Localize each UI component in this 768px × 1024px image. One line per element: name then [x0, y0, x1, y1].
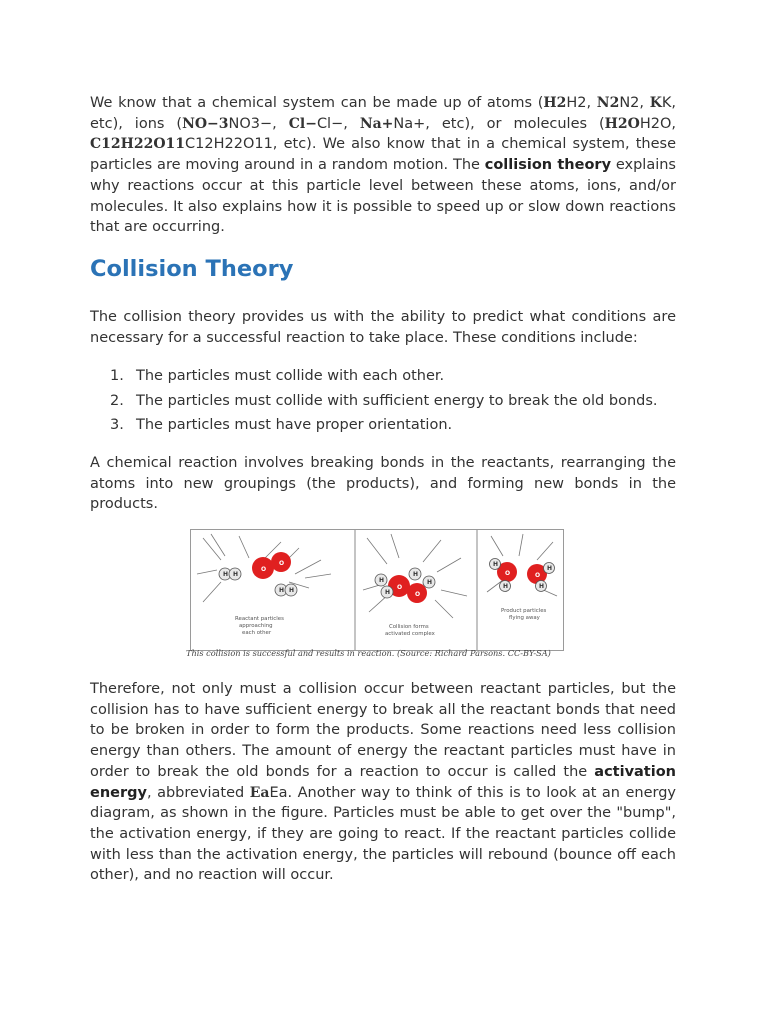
section-heading: Collision Theory [90, 256, 294, 282]
panel-label: each other [242, 630, 272, 636]
panel-label: flying away [509, 615, 540, 621]
intro-paragraph: We know that a chemical system can be made up of atoms (H2H2, N2N2, KK, etc), ions (NO−3NO3−, Cl−Cl−, Na+Na+, etc), or molecules (H2OH2O, C12H22O11C12H22O11, etc). We also know that in a chemical system, these particles are moving around in a random motion. The collision theory explains why reactions occur at this particle level between these atoms, ions, and/or molecules. It also explains how it is possible to speed up or slow down reactions that are occurring. [90, 95, 676, 236]
atom-label: H [385, 589, 391, 596]
atom-label: H [279, 587, 285, 594]
atom-label: H [539, 583, 545, 590]
atom-label: O [261, 566, 267, 573]
atom-label: H [493, 561, 499, 568]
formula-n2: N2 [596, 95, 620, 111]
conditions-intro-paragraph: The collision theory provides us with the ability to predict what conditions are necessary for a successful reaction to take place. These conditions include: [90, 309, 676, 346]
term-collision-theory: collision theory [484, 157, 612, 174]
atom-label: H [289, 587, 295, 594]
activation-energy-paragraph: Therefore, not only must a collision occur between reactant particles, but the collision has to have sufficient energy to break all the reactant bonds that need to be broken in order to form the products. Some reactions need less collision energy than others. The amount of energy the reactant particles must have in order to break the old bonds for a reaction to occur is called the activation energy, abbreviated EaEa. Another way to think of this is to look at an energy diagram, as shown in the figure. Particles must be able to get over the "bump", the activation energy, if they are going to react. If the reactant particles collide with less than the activation energy, the particles will rebound (bounce off each other), and no reaction will occur. [90, 681, 676, 884]
list-item: 2. The particles must collide with sufficient energy to break the old bonds. [110, 392, 658, 409]
atom-label: O [535, 572, 541, 579]
formula-k: K [649, 95, 662, 111]
panel-label: Reactant particles [235, 616, 284, 622]
atom-label: O [279, 560, 285, 567]
reaction-paragraph: A chemical reaction involves breaking bonds in the reactants, rearranging the atoms into new groupings (the products), and forming new bonds in the products. [90, 455, 676, 513]
formula-h2o: H2O [604, 115, 640, 132]
conditions-list [110, 364, 658, 438]
list-item: 3. The particles must have proper orientation. [110, 417, 453, 433]
list-item: 1. The particles must collide with each other. [110, 368, 445, 384]
atom-label: O [505, 570, 511, 577]
formula-sucrose: C12H22O11 [90, 136, 186, 153]
atom-label: H [547, 565, 553, 572]
collision-figure [190, 529, 564, 651]
atom-label: H [223, 571, 229, 578]
atom-label: O [397, 584, 403, 591]
term-activation-energy: activation energy [90, 763, 676, 801]
collision-diagram [191, 530, 563, 650]
atom-label: H [413, 571, 419, 578]
panel-label: activated complex [385, 631, 435, 637]
formula-h2: H2 [543, 95, 567, 111]
atom-label: H [427, 579, 433, 586]
formula-na: Na+ [359, 115, 394, 132]
atom-label: H [233, 571, 239, 578]
formula-ea: Ea [249, 784, 270, 801]
atom-label: O [415, 591, 421, 598]
atom-label: H [503, 583, 509, 590]
panel-label: Product particles [501, 608, 547, 614]
formula-cl: Cl− [288, 115, 317, 132]
formula-no3: NO−3 [182, 115, 229, 132]
atom-label: H [379, 577, 385, 584]
panel-label: Collision forms [389, 624, 429, 630]
panel-label: approaching [239, 623, 273, 629]
figure-caption: This collision is successful and results in reaction. (Source: Richard Parsons. CC-BY-SA) [186, 648, 551, 658]
